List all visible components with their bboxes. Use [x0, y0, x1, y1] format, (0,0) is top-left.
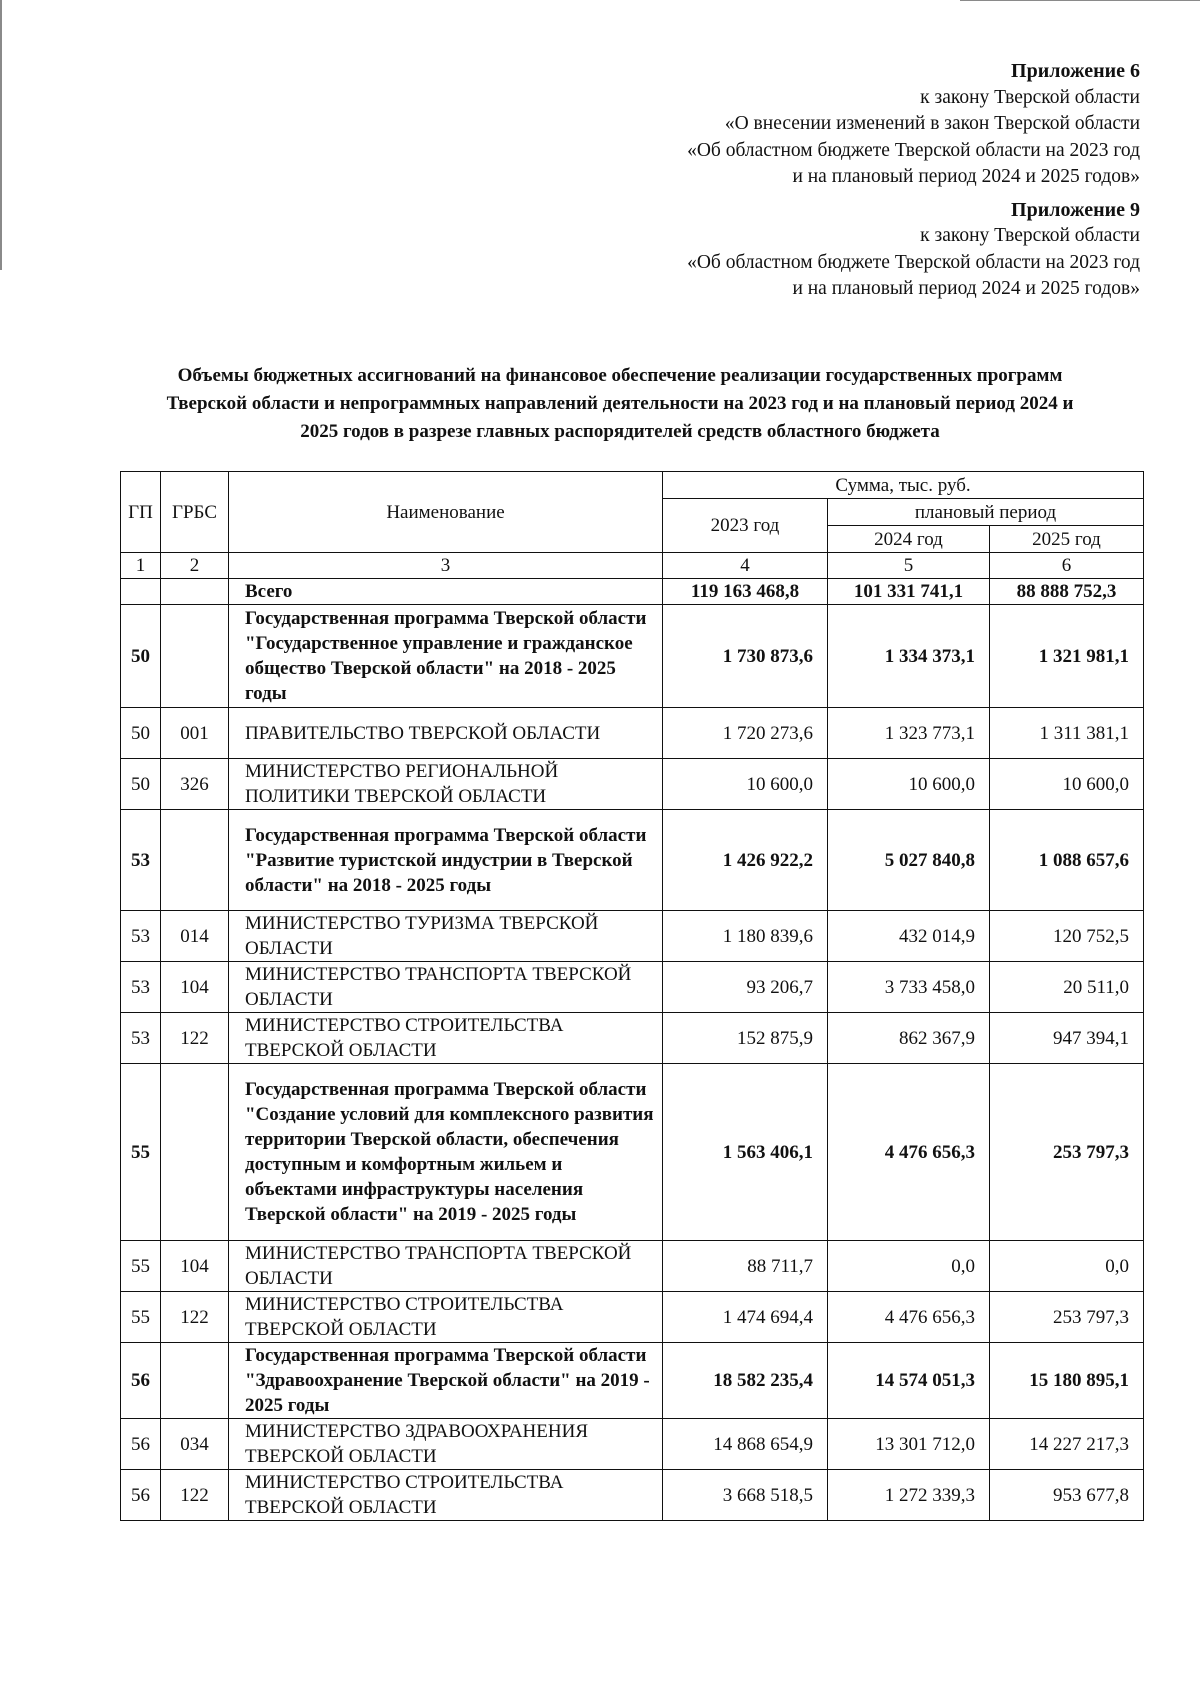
document-title [120, 362, 1120, 446]
amount-2025-cell: 20 511,0 [990, 962, 1144, 1013]
program-row [121, 1343, 1144, 1419]
header-2025: 2025 год [990, 526, 1144, 553]
amount-2024-cell: 1 334 373,1 [828, 605, 990, 708]
gp-cell: 53 [121, 1013, 161, 1064]
grbs-cell [161, 810, 229, 911]
appendix-header [440, 58, 1140, 303]
grbs-cell: 001 [161, 708, 229, 759]
amount-2023-cell: 1 474 694,4 [663, 1292, 828, 1343]
amount-2023-cell: 1 720 273,6 [663, 708, 828, 759]
amount-2025-cell: 1 088 657,6 [990, 810, 1144, 911]
grbs-cell: 104 [161, 962, 229, 1013]
name-cell: МИНИСТЕРСТВО СТРОИТЕЛЬСТВА ТВЕРСКОЙ ОБЛАСТИ [229, 1470, 663, 1521]
grbs-cell: 122 [161, 1292, 229, 1343]
amount-2024-cell: 14 574 051,3 [828, 1343, 990, 1419]
grbs-cell [161, 605, 229, 708]
amount-2023-cell: 14 868 654,9 [663, 1419, 828, 1470]
amount-2023-cell: 93 206,7 [663, 962, 828, 1013]
name-cell: МИНИСТЕРСТВО СТРОИТЕЛЬСТВА ТВЕРСКОЙ ОБЛАСТИ [229, 1292, 663, 1343]
header-sum: Сумма, тыс. руб. [663, 472, 1144, 499]
total-grbs-cell [161, 579, 229, 605]
name-cell: ПРАВИТЕЛЬСТВО ТВЕРСКОЙ ОБЛАСТИ [229, 708, 663, 759]
gp-cell: 53 [121, 911, 161, 962]
scan-edge-line-left [0, 0, 2, 270]
amount-2023-cell: 3 668 518,5 [663, 1470, 828, 1521]
amount-2025-cell: 10 600,0 [990, 759, 1144, 810]
amount-2025-cell: 253 797,3 [990, 1292, 1144, 1343]
grbs-cell: 014 [161, 911, 229, 962]
header-grbs: ГРБС [161, 472, 229, 553]
name-cell: Государственная программа Тверской области "Развитие туристской индустрии в Тверской области" на 2018 - 2025 годы [229, 810, 663, 911]
department-row [121, 1292, 1144, 1343]
amount-2025-cell: 953 677,8 [990, 1470, 1144, 1521]
total-label: Всего [229, 579, 663, 605]
amount-2024-cell: 0,0 [828, 1241, 990, 1292]
amount-2024-cell: 4 476 656,3 [828, 1064, 990, 1241]
gp-cell: 53 [121, 810, 161, 911]
name-cell: МИНИСТЕРСТВО ТУРИЗМА ТВЕРСКОЙ ОБЛАСТИ [229, 911, 663, 962]
budget-table [120, 471, 1144, 1521]
department-row [121, 1241, 1144, 1292]
gp-cell: 50 [121, 708, 161, 759]
total-2023: 119 163 468,8 [663, 579, 828, 605]
scan-edge-line-top [960, 0, 1200, 1]
name-cell: МИНИСТЕРСТВО СТРОИТЕЛЬСТВА ТВЕРСКОЙ ОБЛАСТИ [229, 1013, 663, 1064]
department-row [121, 1013, 1144, 1064]
amount-2025-cell: 1 321 981,1 [990, 605, 1144, 708]
grbs-cell: 104 [161, 1241, 229, 1292]
amount-2023-cell: 1 563 406,1 [663, 1064, 828, 1241]
total-2025: 88 888 752,3 [990, 579, 1144, 605]
document-title-line: 2025 годов в разрезе главных распорядителей средств областного бюджета [300, 421, 940, 442]
gp-cell: 53 [121, 962, 161, 1013]
appendix-6-line: к закону Тверской области [920, 86, 1140, 108]
column-number: 4 [663, 553, 828, 579]
grbs-cell: 326 [161, 759, 229, 810]
amount-2024-cell: 1 272 339,3 [828, 1470, 990, 1521]
amount-2024-cell: 13 301 712,0 [828, 1419, 990, 1470]
department-row [121, 708, 1144, 759]
department-row [121, 911, 1144, 962]
amount-2025-cell: 0,0 [990, 1241, 1144, 1292]
total-row [121, 579, 1144, 605]
appendix-9-title: Приложение 9 [1011, 198, 1140, 221]
name-cell: МИНИСТЕРСТВО ТРАНСПОРТА ТВЕРСКОЙ ОБЛАСТИ [229, 1241, 663, 1292]
name-cell: МИНИСТЕРСТВО ТРАНСПОРТА ТВЕРСКОЙ ОБЛАСТИ [229, 962, 663, 1013]
program-row [121, 810, 1144, 911]
gp-cell: 56 [121, 1470, 161, 1521]
amount-2025-cell: 15 180 895,1 [990, 1343, 1144, 1419]
amount-2023-cell: 1 730 873,6 [663, 605, 828, 708]
amount-2023-cell: 18 582 235,4 [663, 1343, 828, 1419]
name-cell: МИНИСТЕРСТВО ЗДРАВООХРАНЕНИЯ ТВЕРСКОЙ ОБЛАСТИ [229, 1419, 663, 1470]
department-row [121, 759, 1144, 810]
column-number-row [121, 553, 1144, 579]
amount-2023-cell: 1 180 839,6 [663, 911, 828, 962]
header-gp: ГП [121, 472, 161, 553]
grbs-cell: 122 [161, 1470, 229, 1521]
grbs-cell [161, 1064, 229, 1241]
header-name: Наименование [229, 472, 663, 553]
program-row [121, 605, 1144, 708]
total-2024: 101 331 741,1 [828, 579, 990, 605]
column-number: 5 [828, 553, 990, 579]
total-gp-cell [121, 579, 161, 605]
appendix-6-line: и на плановый период 2024 и 2025 годов» [792, 166, 1140, 187]
amount-2023-cell: 1 426 922,2 [663, 810, 828, 911]
department-row [121, 962, 1144, 1013]
appendix-9-line: и на плановый период 2024 и 2025 годов» [792, 278, 1140, 299]
header-2024: 2024 год [828, 526, 990, 553]
amount-2024-cell: 1 323 773,1 [828, 708, 990, 759]
grbs-cell: 034 [161, 1419, 229, 1470]
column-number: 1 [121, 553, 161, 579]
header-planned-period: плановый период [828, 499, 1144, 526]
amount-2023-cell: 88 711,7 [663, 1241, 828, 1292]
amount-2025-cell: 947 394,1 [990, 1013, 1144, 1064]
appendix-6-line: «Об областном бюджете Тверской области на 2023 год [687, 139, 1140, 161]
column-number: 2 [161, 553, 229, 579]
gp-cell: 50 [121, 759, 161, 810]
gp-cell: 56 [121, 1343, 161, 1419]
amount-2025-cell: 14 227 217,3 [990, 1419, 1144, 1470]
appendix-9-line: «Об областном бюджете Тверской области на 2023 год [687, 251, 1140, 273]
amount-2023-cell: 10 600,0 [663, 759, 828, 810]
amount-2024-cell: 432 014,9 [828, 911, 990, 962]
amount-2025-cell: 120 752,5 [990, 911, 1144, 962]
amount-2024-cell: 3 733 458,0 [828, 962, 990, 1013]
grbs-cell [161, 1343, 229, 1419]
name-cell: Государственная программа Тверской области "Создание условий для комплексного развития территории Тверской области, обеспечения доступным и комфортным жильем и объектами инфраструктуры населения Тверской области" на 2019 - 2025 годы [229, 1064, 663, 1241]
amount-2024-cell: 10 600,0 [828, 759, 990, 810]
table-body [121, 579, 1144, 1521]
name-cell: МИНИСТЕРСТВО РЕГИОНАЛЬНОЙ ПОЛИТИКИ ТВЕРСКОЙ ОБЛАСТИ [229, 759, 663, 810]
appendix-9-line: к закону Тверской области [920, 225, 1140, 246]
gp-cell: 55 [121, 1292, 161, 1343]
gp-cell: 56 [121, 1419, 161, 1470]
amount-2025-cell: 1 311 381,1 [990, 708, 1144, 759]
amount-2023-cell: 152 875,9 [663, 1013, 828, 1064]
appendix-6-title: Приложение 6 [1011, 60, 1140, 82]
document-title-line: Тверской области и непрограммных направлений деятельности на 2023 год и на плановый период 2024 и [166, 393, 1074, 414]
department-row [121, 1470, 1144, 1521]
gp-cell: 50 [121, 605, 161, 708]
amount-2024-cell: 862 367,9 [828, 1013, 990, 1064]
table-header [121, 472, 1144, 579]
program-row [121, 1064, 1144, 1241]
grbs-cell: 122 [161, 1013, 229, 1064]
gp-cell: 55 [121, 1241, 161, 1292]
department-row [121, 1419, 1144, 1470]
column-number: 3 [229, 553, 663, 579]
name-cell: Государственная программа Тверской области "Здравоохранение Тверской области" на 2019 - 2025 годы [229, 1343, 663, 1419]
gp-cell: 55 [121, 1064, 161, 1241]
appendix-6-line: «О внесении изменений в закон Тверской области [724, 113, 1140, 134]
amount-2024-cell: 5 027 840,8 [828, 810, 990, 911]
document-title-line: Объемы бюджетных ассигнований на финансовое обеспечение реализации государственных программ [177, 365, 1063, 386]
header-2023: 2023 год [663, 499, 828, 553]
name-cell: Государственная программа Тверской области "Государственное управление и гражданское общество Тверской области" на 2018 - 2025 годы [229, 605, 663, 708]
amount-2024-cell: 4 476 656,3 [828, 1292, 990, 1343]
amount-2025-cell: 253 797,3 [990, 1064, 1144, 1241]
column-number: 6 [990, 553, 1144, 579]
